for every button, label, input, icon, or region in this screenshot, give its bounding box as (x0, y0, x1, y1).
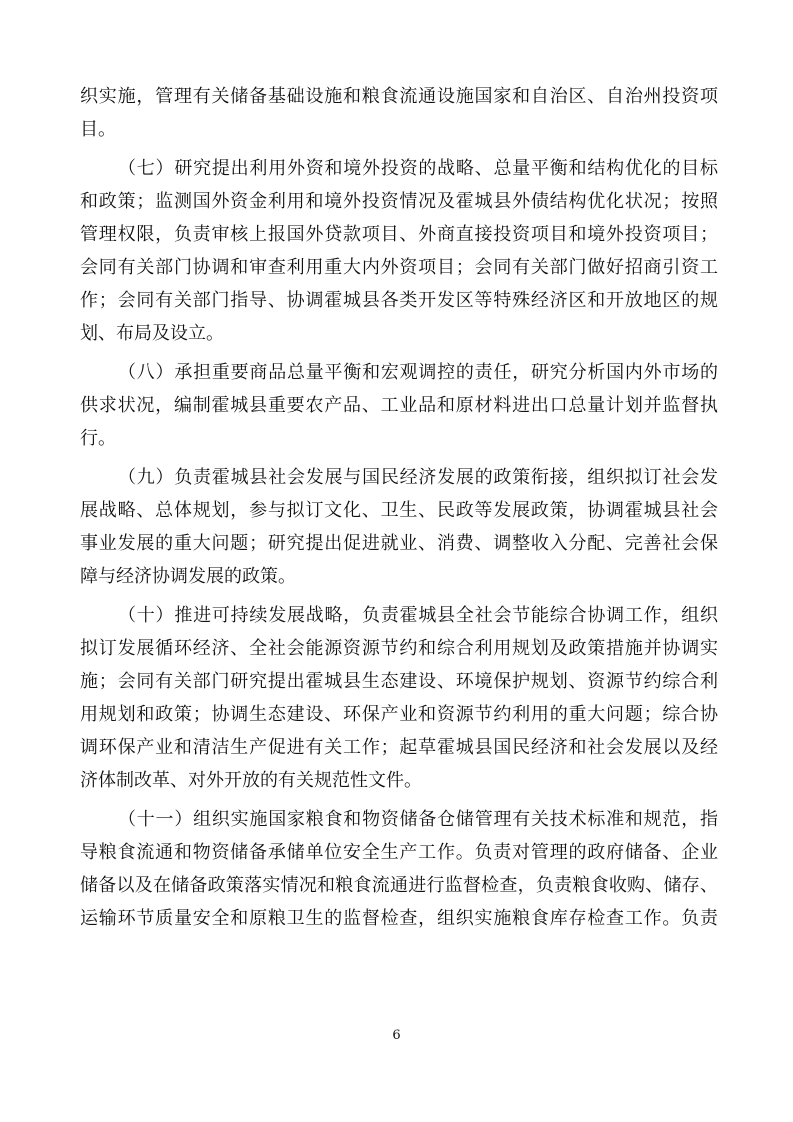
text-line: 和政策；监测国外资金利用和境外投资情况及霍城县外债结构优化状况；按照 (80, 191, 718, 212)
text-line: 展战略、总体规划，参与拟订文化、卫生、民政等发展政策，协调霍城县社会 (80, 500, 718, 521)
text-line: （八）承担重要商品总量平衡和宏观调控的责任，研究分析国内外市场的 (118, 362, 718, 383)
text-line: 会同有关部门协调和审查利用重大内外资项目；会同有关部门做好招商引资工 (80, 257, 718, 278)
text-line: 调环保产业和清洁生产促进有关工作；起草霍城县国民经济和社会发展以及经 (80, 737, 718, 758)
document-body (80, 80, 718, 935)
text-line: 管理权限，负责审核上报国外贷款项目、外商直接投资项目和境外投资项目； (80, 224, 718, 245)
text-line: 导粮食流通和物资储备承储单位安全生产工作。负责对管理的政府储备、企业 (80, 842, 718, 863)
text-line: 用规划和政策；协调生态建设、环保产业和资源节约利用的重大问题；综合协 (80, 704, 718, 725)
text-line: 目。 (80, 119, 116, 140)
text-line: 运输环节质量安全和原粮卫生的监督检查，组织实施粮食库存检查工作。负责 (80, 908, 718, 929)
text-line: 障与经济协调发展的政策。 (80, 566, 296, 587)
text-line: 行。 (80, 428, 116, 449)
page-number: 6 (392, 1028, 401, 1043)
text-line: 储备以及在储备政策落实情况和粮食流通进行监督检查，负责粮食收购、储存、 (80, 875, 718, 896)
text-line: （十）推进可持续发展战略，负责霍城县全社会节能综合协调工作，组织 (118, 605, 718, 626)
text-line: 事业发展的重大问题；研究提出促进就业、消费、调整收入分配、完善社会保 (80, 533, 718, 554)
text-line: 施；会同有关部门研究提出霍城县生态建设、环境保护规划、资源节约综合利 (80, 671, 718, 692)
text-line: 划、布局及设立。 (80, 323, 224, 344)
text-line: 济体制改革、对外开放的有关规范性文件。 (80, 770, 422, 791)
text-line: 拟订发展循环经济、全社会能源资源节约和综合利用规划及政策措施并协调实 (80, 638, 718, 659)
text-line: 供求状况，编制霍城县重要农产品、工业品和原材料进出口总量计划并监督执 (80, 395, 718, 416)
text-line: （十一）组织实施国家粮食和物资储备仓储管理有关技术标准和规范，指 (118, 809, 718, 830)
text-line: 作；会同有关部门指导、协调霍城县各类开发区等特殊经济区和开放地区的规 (80, 290, 718, 311)
text-line: 织实施，管理有关储备基础设施和粮食流通设施国家和自治区、自治州投资项 (80, 86, 718, 107)
text-line: （九）负责霍城县社会发展与国民经济发展的政策衔接，组织拟订社会发 (118, 467, 718, 488)
text-line: （七）研究提出利用外资和境外投资的战略、总量平衡和结构优化的目标 (118, 158, 718, 179)
